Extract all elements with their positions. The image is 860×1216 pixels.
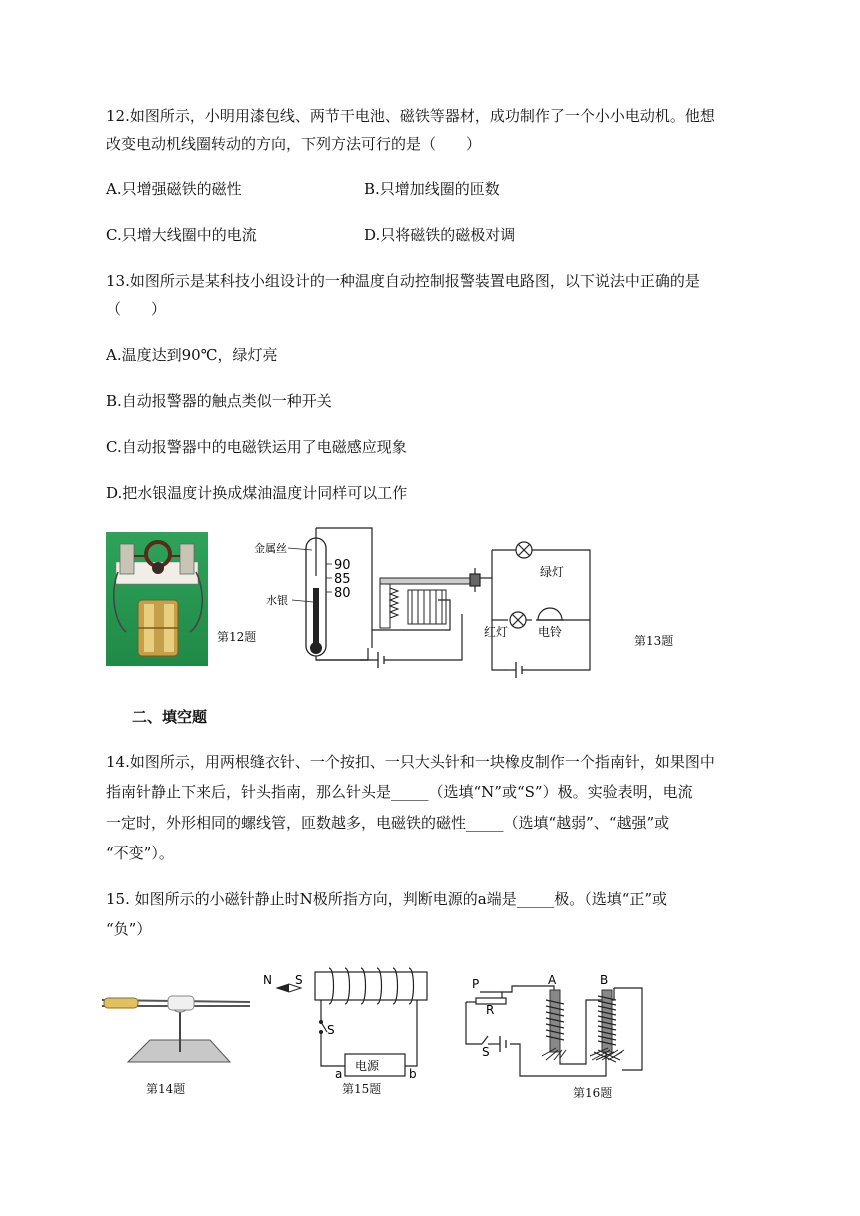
q13-option-c: C.自动报警器中的电磁铁运用了电磁感应现象 xyxy=(106,438,407,456)
q12-option-d: D.只将磁铁的磁极对调 xyxy=(364,226,516,244)
relay-icon xyxy=(380,578,478,628)
figure-12-caption: 第12题 xyxy=(217,630,257,644)
figure-14-caption: 第14题 xyxy=(146,1082,186,1096)
green-lamp-label: 绿灯 xyxy=(540,565,565,579)
metal-wire-label: 金属丝 xyxy=(254,542,287,555)
q12-option-c: C.只增大线圈中的电流 xyxy=(106,226,257,244)
q13-line1: 13.如图所示是某科技小组设计的一种温度自动控制报警装置电路图，以下说法中正确的是 xyxy=(106,272,700,290)
q12-line2: 改变电动机线圈转动的方向，下列方法可行的是（ ） xyxy=(106,135,482,153)
magnet-a-label: A xyxy=(548,973,557,987)
q14-line1: 14.如图所示，用两根缝衣针、一个按扣、一只大头针和一块橡皮制作一个指南针，如果图中 xyxy=(106,753,715,771)
needle-n-label: N xyxy=(263,973,272,987)
q14-line2: 指南针静止下来后，针头指南，那么针头是_____（选填“N”或“S”）极。实验表明，电流 xyxy=(106,783,693,801)
motor-illustration xyxy=(106,532,208,666)
scale-90: 90 xyxy=(334,558,351,573)
coil-icon xyxy=(329,968,414,1004)
figure-12-photo xyxy=(106,532,208,666)
terminal-b-label: b xyxy=(409,1067,417,1081)
figure-15-caption: 第15题 xyxy=(342,1082,382,1096)
scale-80: 80 xyxy=(334,586,351,601)
needle-s-label: S xyxy=(295,973,303,987)
bell-label: 电铃 xyxy=(538,625,563,639)
section-title: 二、填空题 xyxy=(132,708,208,726)
red-lamp-label: 红灯 xyxy=(484,625,509,639)
figure-15-solenoid xyxy=(255,962,435,1082)
q12-option-a: A.只增强磁铁的磁性 xyxy=(106,180,242,198)
q13-option-a: A.温度达到90℃，绿灯亮 xyxy=(106,346,278,364)
mercury-label: 水银 xyxy=(266,594,288,607)
q15-line1: 15. 如图所示的小磁针静止时N极所指方向，判断电源的a端是_____极。（选填“正”或 xyxy=(106,890,668,908)
figure-16-caption: 第16题 xyxy=(573,1086,613,1100)
figure-14-compass xyxy=(100,980,260,1080)
q14-line3: 一定时，外形相同的螺线管，匝数越多，电磁铁的磁性_____（选填“越弱”、“越强”或 xyxy=(106,814,670,832)
scale-85: 85 xyxy=(334,572,351,587)
slider-p-label: P xyxy=(472,977,480,991)
magnet-b-label: B xyxy=(600,973,609,987)
q12-option-b: B.只增加线圈的匝数 xyxy=(364,180,500,198)
resistor-r-label: R xyxy=(486,1003,495,1017)
q15-line2: “负”） xyxy=(106,920,152,938)
q13-line2: （ ） xyxy=(106,300,167,318)
terminal-a-label: a xyxy=(335,1067,343,1081)
q13-option-b: B.自动报警器的触点类似一种开关 xyxy=(106,392,332,410)
q13-option-d: D.把水银温度计换成煤油温度计同样可以工作 xyxy=(106,484,408,502)
figure-16-electromagnets xyxy=(462,970,652,1080)
q12-line1: 12.如图所示，小明用漆包线、两节干电池、磁铁等器材，成功制作了一个小小电动机。他想 xyxy=(106,107,715,125)
switch-label: S xyxy=(327,1023,335,1037)
power-source-label: 电源 xyxy=(355,1059,380,1073)
figure-13-caption: 第13题 xyxy=(634,634,674,648)
switch-s-label: S xyxy=(482,1045,490,1059)
bell-icon xyxy=(538,608,562,620)
q14-line4: “不变”）。 xyxy=(106,844,174,862)
